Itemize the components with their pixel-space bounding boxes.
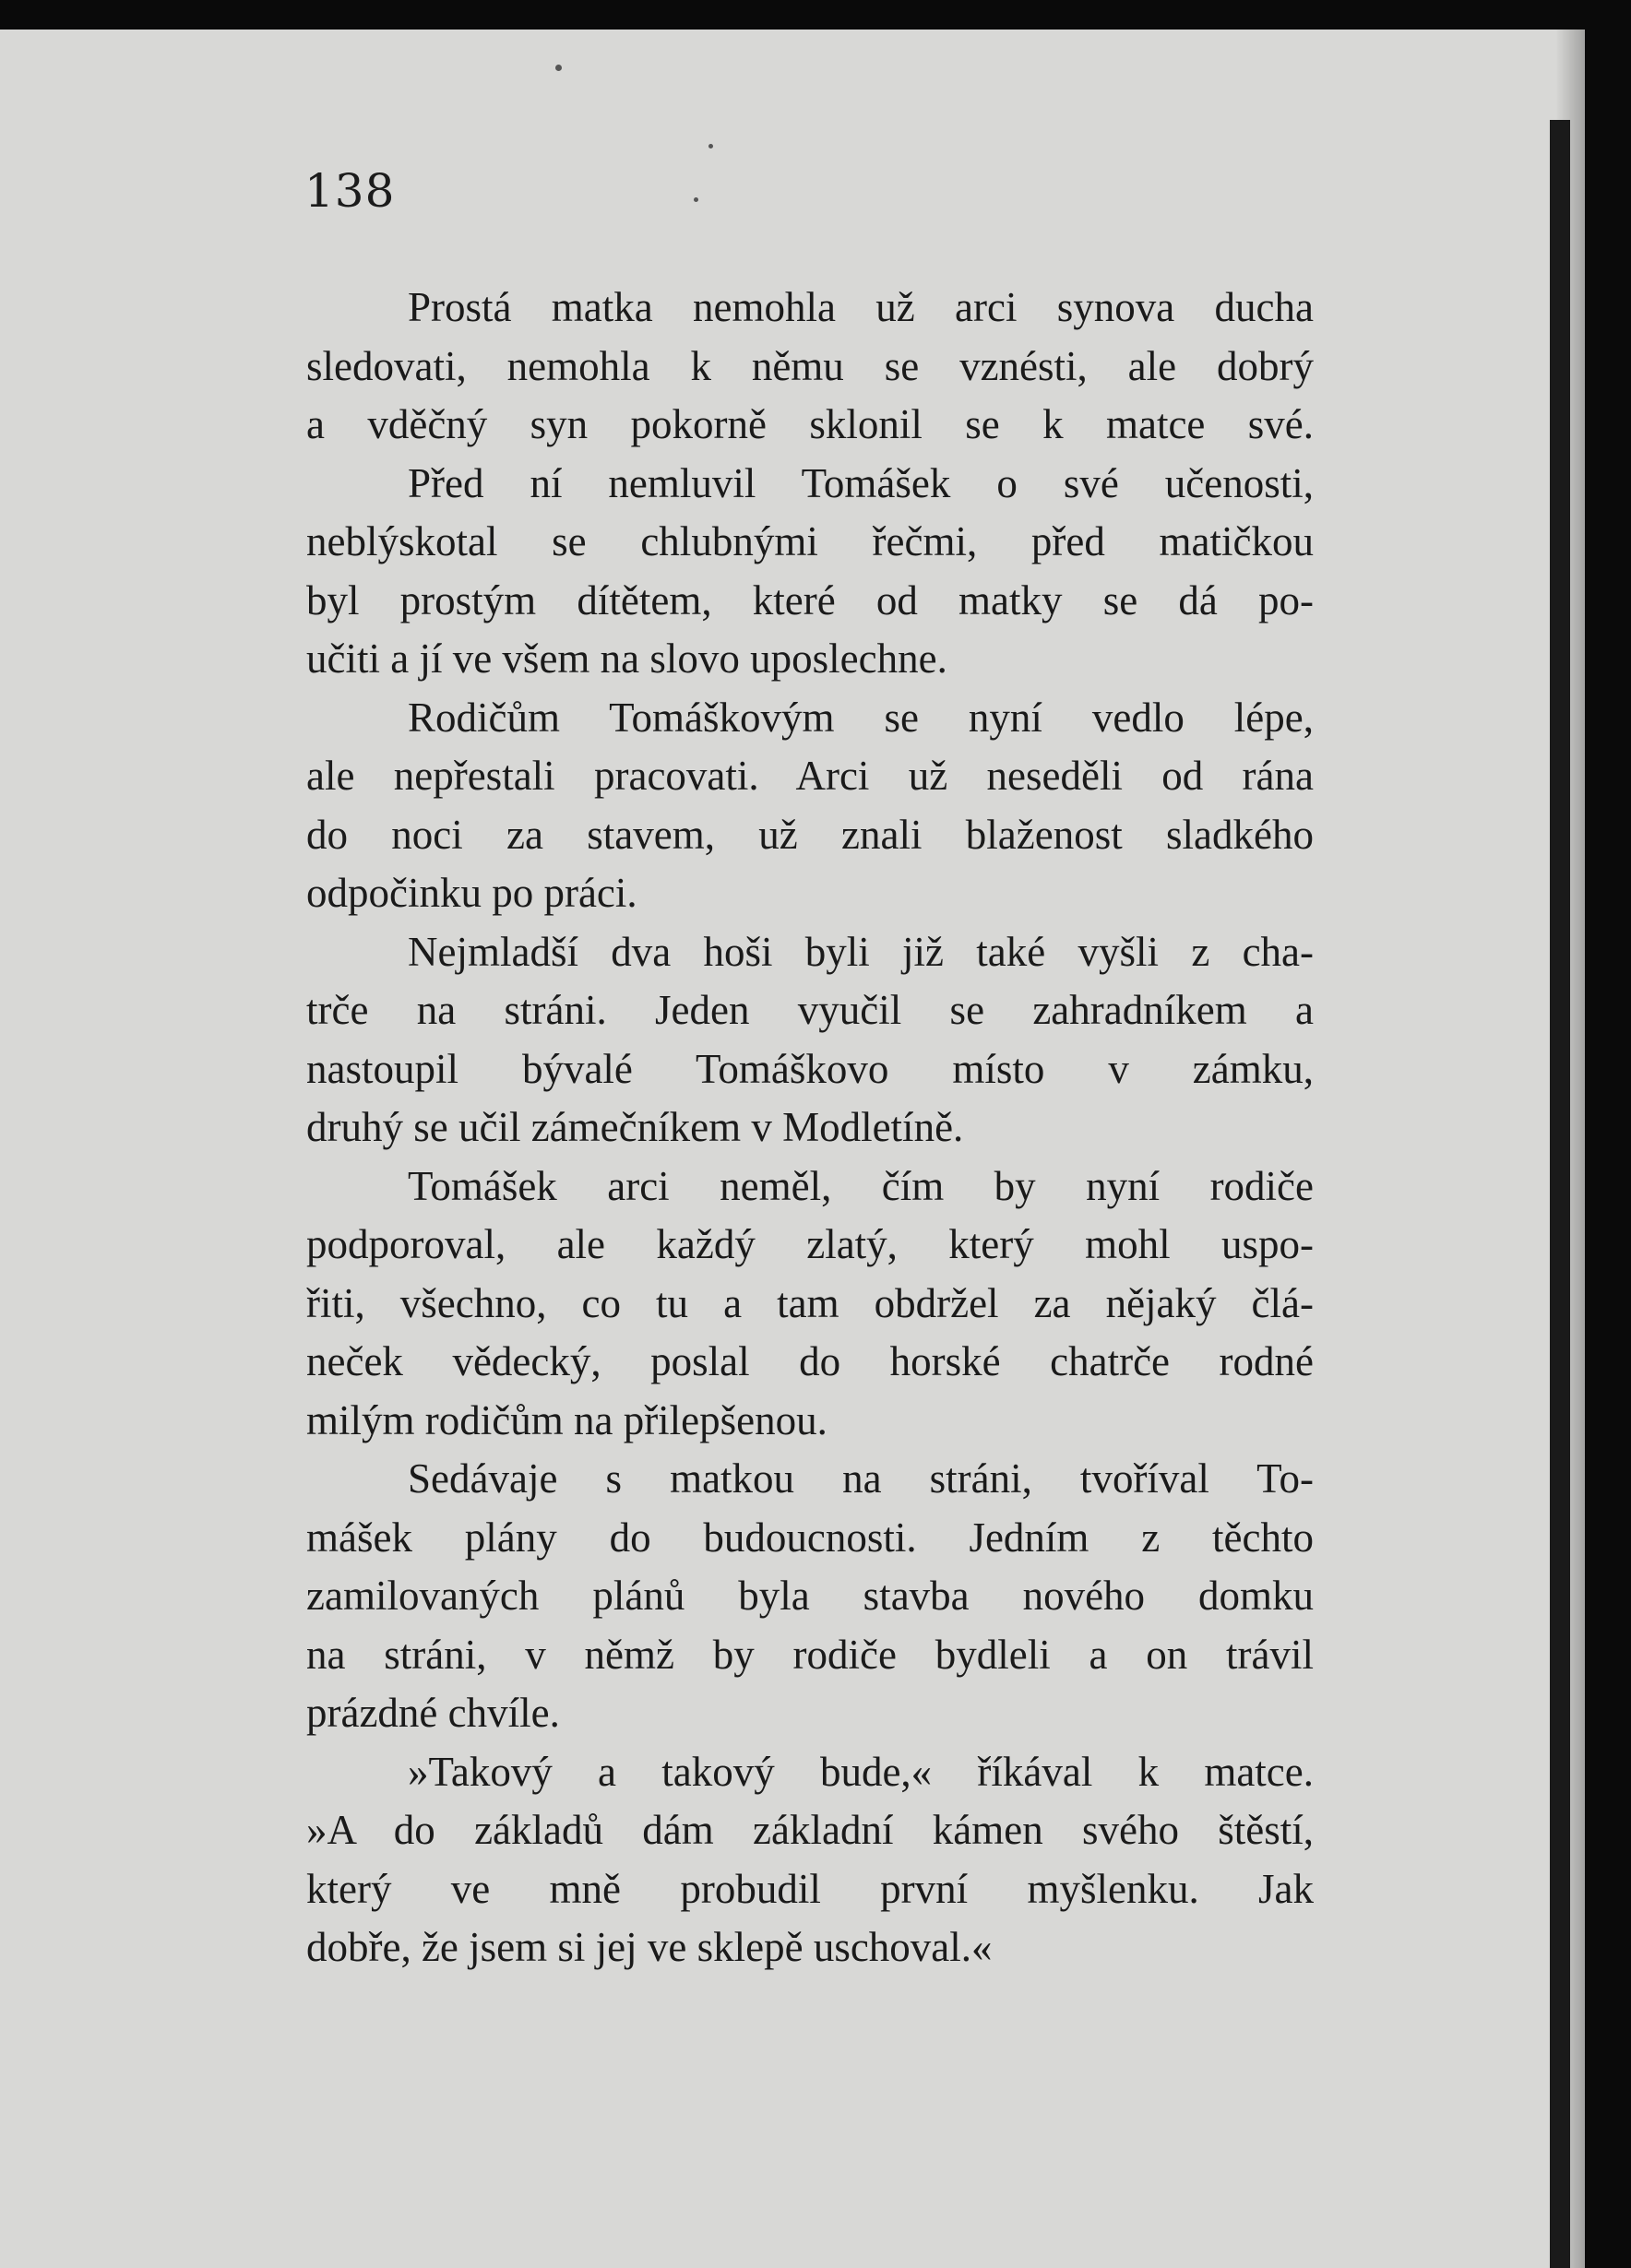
text-line: podporoval, ale každý zlatý, který mohl uspo- [306, 1221, 1314, 1267]
paper-speck [555, 65, 562, 71]
text-line: Rodičům Tomáškovým se nyní vedlo lépe, [408, 694, 1314, 741]
text-line: zamilovaných plánů byla stavba nového domku [306, 1573, 1314, 1619]
text-line: Nejmladší dva hoši byli již také vyšli z cha- [408, 928, 1314, 975]
text-line: a vděčný syn pokorně sklonil se k matce své. [306, 401, 1314, 447]
body-text [306, 279, 1314, 1977]
paragraph [306, 1158, 1314, 1451]
text-line: sledovati, nemohla k němu se vznésti, ale dobrý [306, 342, 1314, 389]
text-line: na stráni, v němž by rodiče bydleli a on trávil [306, 1631, 1314, 1678]
text-line: mášek plány do budoucnosti. Jedním z těchto [306, 1514, 1314, 1561]
text-line: učiti a jí ve všem na slovo uposlechne. [306, 635, 947, 682]
text-line: »Takový a takový bude,« říkával k matce. [408, 1748, 1314, 1795]
paper-speck [708, 144, 713, 148]
text-line: Před ní nemluvil Tomášek o své učenosti, [408, 459, 1314, 506]
text-line: druhý se učil zámečníkem v Modletíně. [306, 1104, 964, 1150]
text-line: který ve mně probudil první myšlenku. Jak [306, 1865, 1314, 1912]
page-number: 138 [304, 164, 396, 218]
text-line: Sedávaje s matkou na stráni, tvoříval To- [408, 1455, 1314, 1502]
paragraph [306, 279, 1314, 455]
paper-speck [694, 197, 698, 202]
text-line: Tomášek arci neměl, čím by nyní rodiče [408, 1162, 1314, 1209]
text-line: trče na stráni. Jeden vyučil se zahradníkem a [306, 987, 1314, 1033]
text-line: do noci za stavem, už znali blaženost sladkého [306, 811, 1314, 858]
text-line: »A do základů dám základní kámen svého štěstí, [306, 1807, 1314, 1853]
text-line: milým rodičům na přilepšenou. [306, 1396, 827, 1443]
page-edge-strip [1550, 120, 1570, 2268]
paragraph [306, 923, 1314, 1158]
text-line: odpočinku po práci. [306, 870, 637, 916]
text-line: řiti, všechno, co tu a tam obdržel za nějaký člá- [306, 1279, 1314, 1326]
text-line: prázdné chvíle. [306, 1690, 560, 1736]
paragraph [306, 1743, 1314, 1977]
text-line: nastoupil bývalé Tomáškovo místo v zámku, [306, 1045, 1314, 1092]
text-line: neblýskotal se chlubnými řečmi, před matičkou [306, 518, 1314, 564]
paragraph [306, 689, 1314, 923]
text-line: byl prostým dítětem, které od matky se dá po- [306, 576, 1314, 623]
paragraph [306, 1450, 1314, 1743]
text-line: dobře, že jsem si jej ve sklepě uschoval.« [306, 1924, 993, 1970]
paragraph [306, 455, 1314, 689]
text-line: neček vědecký, poslal do horské chatrče rodné [306, 1338, 1314, 1384]
text-line: ale nepřestali pracovati. Arci už neseděli od rána [306, 753, 1314, 799]
text-line: Prostá matka nemohla už arci synova ducha [408, 284, 1314, 330]
